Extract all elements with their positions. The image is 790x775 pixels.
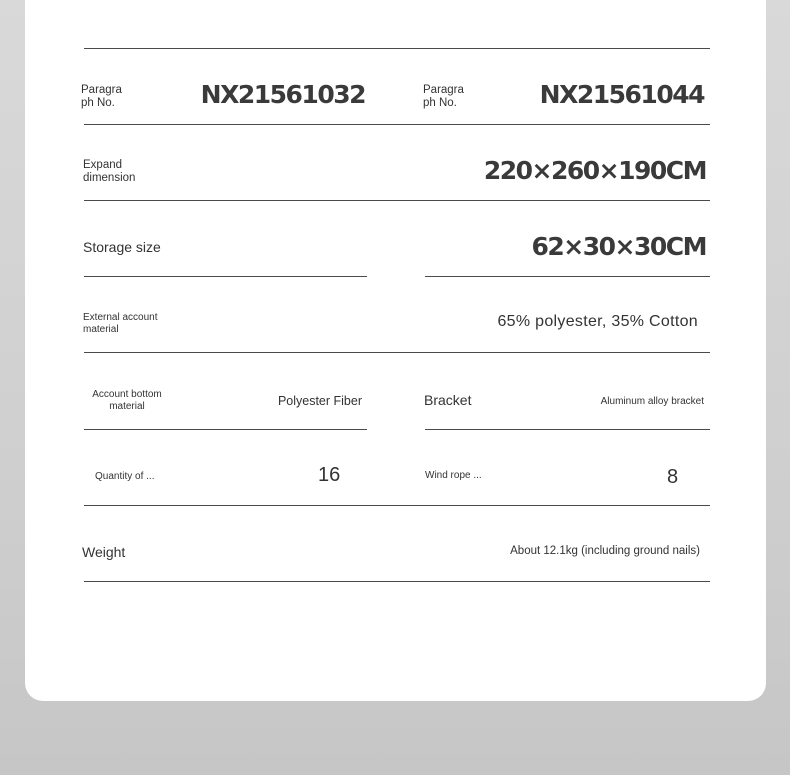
expand-dimension-label: Expand dimension <box>83 159 136 184</box>
quantity-label: Quantity of ... <box>95 471 155 482</box>
divider-bracket-right <box>425 429 710 430</box>
weight-label: Weight <box>82 544 126 560</box>
divider-paragraph <box>84 124 710 125</box>
wind-rope-label: Wind rope ... <box>425 470 482 481</box>
paragraph-number-2: NX21561044 <box>539 80 704 109</box>
wind-rope-value: 8 <box>667 466 679 488</box>
divider-storage-right <box>425 276 710 277</box>
quantity-value: 16 <box>318 464 341 486</box>
storage-size-value: 62×30×30CM <box>531 232 706 261</box>
storage-size-label: Storage size <box>83 239 161 255</box>
external-material-value: 65% polyester, 35% Cotton <box>497 313 698 330</box>
paragraph-label-left: Paragra ph No. <box>81 84 122 109</box>
divider-bottom-left <box>84 429 367 430</box>
paragraph-label-right: Paragra ph No. <box>423 84 464 109</box>
paragraph-number-1: NX21561032 <box>200 80 365 109</box>
bottom-material-label: Account bottom material <box>92 389 162 412</box>
divider-weight <box>84 581 710 582</box>
divider-quantity <box>84 505 710 506</box>
bottom-material-value: Polyester Fiber <box>277 394 362 408</box>
expand-dimension-value: 220×260×190CM <box>483 156 706 185</box>
weight-value: About 12.1kg (including ground nails) <box>510 545 700 557</box>
bracket-label: Bracket <box>424 392 472 408</box>
bracket-value: Aluminum alloy bracket <box>600 396 704 407</box>
divider-external <box>84 352 710 353</box>
divider-top <box>84 48 710 49</box>
external-material-label: External account material <box>83 312 158 335</box>
divider-storage-left <box>84 276 367 277</box>
divider-expand <box>84 200 710 201</box>
